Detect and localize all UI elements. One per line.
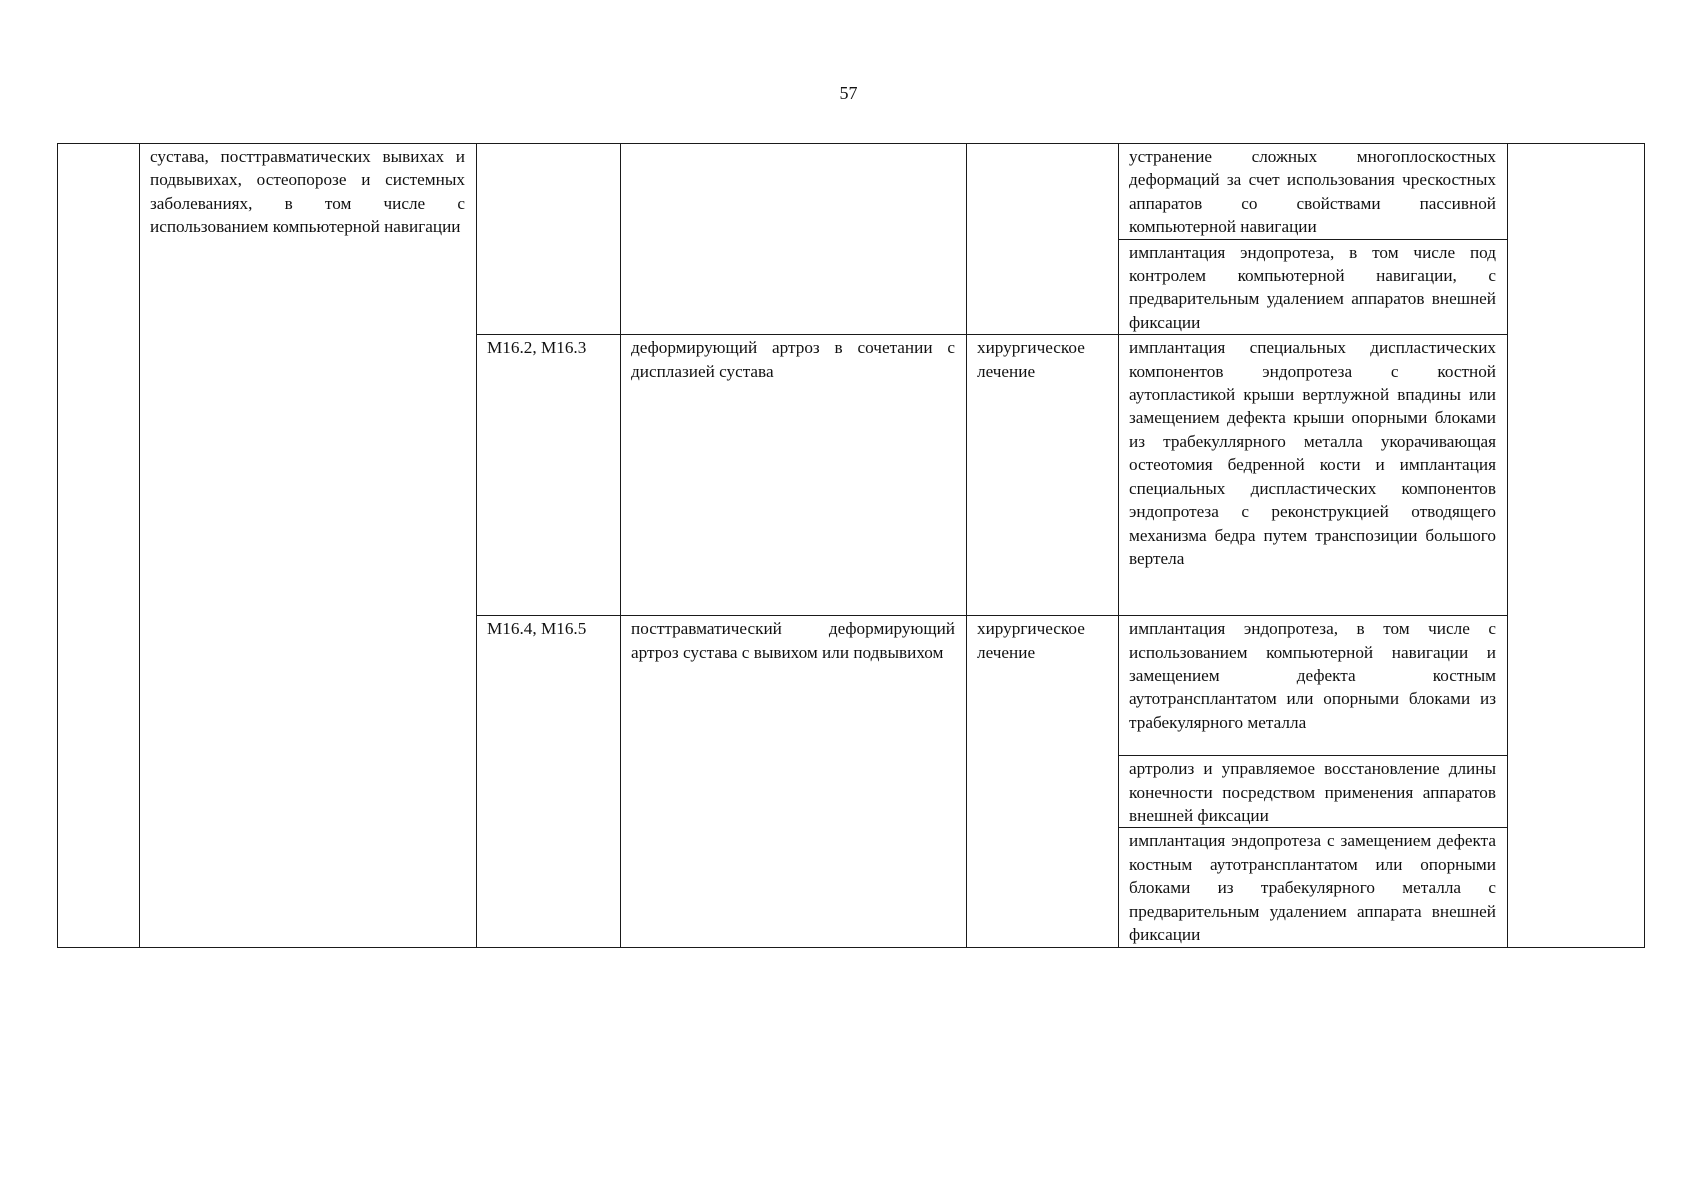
method-text: имплантация специальных диспластических компонентов эндопротеза с костной аутопластикой крыши вертлужной впадины или замещением дефекта крыши опорными блоками из трабекуллярного металла укорачивающая остеотомия бедренной кости и имплантация специальных диспластических компонентов эндопротеза с реконструкцией отводящего механизма бедра путем транспозиции большого вертела: [1129, 338, 1496, 568]
treatment-type-text: хирургическое лечение: [977, 338, 1085, 381]
index-cell: [58, 144, 140, 948]
cost-cell: [1508, 144, 1645, 948]
diagnosis-cell: [140, 144, 477, 948]
method-text: имплантация эндопротеза, в том числе с использованием компьютерной навигации и замещением дефекта костным аутотрансплантатом или опорными блоками из трабекулярного металла: [1129, 619, 1496, 732]
method-text: имплантация эндопротеза, в том числе под контролем компьютерной навигации, с предварительным удалением аппаратов внешней фиксации: [1129, 242, 1496, 332]
treatment-type-text: хирургическое лечение: [977, 619, 1085, 662]
model-cell: [621, 616, 967, 947]
method-text: артролиз и управляемое восстановление длины конечности посредством применения аппаратов внешней фиксации: [1129, 759, 1496, 826]
method-text: имплантация эндопротеза с замещением дефекта костным аутотрансплантатом или опорными блоками из трабекулярного металла с предварительным удалением аппарата внешней фиксации: [1129, 831, 1496, 945]
code-cell: [477, 616, 621, 947]
model-cell: [621, 144, 967, 335]
code-text: M16.2, M16.3: [487, 338, 587, 358]
diagnosis-text: сустава, посттравматических вывихах и подвывихах, остеопорозе и системных заболеваниях, в том числе с использованием компьютерной навигации: [150, 147, 465, 237]
model-cell: [621, 335, 967, 616]
treatment-type-cell: [967, 144, 1119, 335]
treatment-type-cell: [967, 335, 1119, 616]
method-cell: [1119, 239, 1508, 335]
code-cell: [477, 335, 621, 616]
method-cell: [1119, 828, 1508, 947]
code-cell: [477, 144, 621, 335]
method-cell: [1119, 144, 1508, 240]
medical-care-table: [57, 143, 1645, 948]
method-cell: [1119, 335, 1508, 616]
method-cell: [1119, 616, 1508, 756]
page-number: 57: [839, 83, 858, 103]
code-text: M16.4, M16.5: [487, 619, 587, 639]
method-cell: [1119, 756, 1508, 828]
treatment-type-cell: [967, 616, 1119, 947]
method-text: устранение сложных многоплоскостных деформаций за счет использования чрескостных аппаратов со свойствами пассивной компьютерной навигации: [1129, 147, 1496, 237]
model-text: деформирующий артроз в сочетании с дисплазией сустава: [631, 338, 955, 381]
model-text: посттравматический деформирующий артроз сустава с вывихом или подвывихом: [631, 619, 955, 662]
table-row: [58, 144, 1645, 240]
